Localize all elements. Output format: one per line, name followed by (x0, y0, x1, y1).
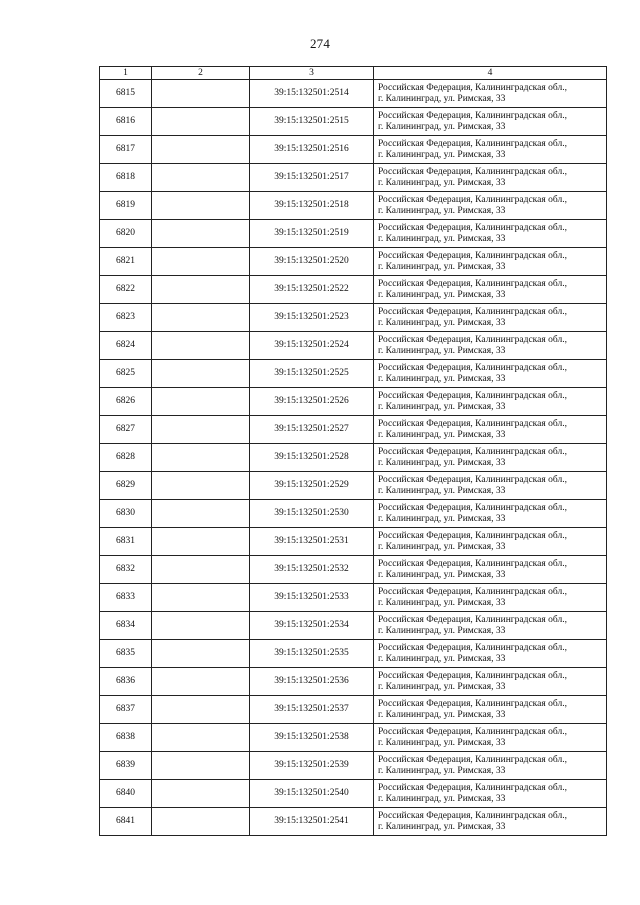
empty-cell (152, 248, 250, 276)
address-cell (374, 332, 607, 360)
address-line-1: Российская Федерация, Калининградская обл., (378, 642, 567, 653)
table-row (100, 276, 607, 304)
cadastral-number-cell: 39:15:132501:2529 (250, 472, 374, 500)
column-header-2: 2 (152, 67, 250, 80)
address-line-2: г. Калининград, ул. Римская, 33 (378, 177, 506, 188)
cadastral-number-cell: 39:15:132501:2537 (250, 696, 374, 724)
table-row (100, 808, 607, 836)
address-line-2: г. Калининград, ул. Римская, 33 (378, 765, 506, 776)
cadastral-number-cell: 39:15:132501:2517 (250, 164, 374, 192)
table-row (100, 724, 607, 752)
cadastral-number-cell: 39:15:132501:2536 (250, 668, 374, 696)
row-number-cell: 6833 (100, 584, 152, 612)
address-cell (374, 136, 607, 164)
address-cell (374, 248, 607, 276)
address-line-1: Российская Федерация, Калининградская обл., (378, 558, 567, 569)
address-line-1: Российская Федерация, Калининградская обл., (378, 418, 567, 429)
page-number: 274 (309, 36, 331, 51)
table-row (100, 780, 607, 808)
address-cell (374, 752, 607, 780)
address-cell (374, 192, 607, 220)
table-row (100, 332, 607, 360)
address-line-2: г. Калининград, ул. Римская, 33 (378, 373, 506, 384)
empty-cell (152, 332, 250, 360)
address-cell (374, 220, 607, 248)
empty-cell (152, 360, 250, 388)
address-line-1: Российская Федерация, Калининградская обл., (378, 754, 567, 765)
cadastral-number-cell: 39:15:132501:2540 (250, 780, 374, 808)
table-row (100, 472, 607, 500)
empty-cell (152, 640, 250, 668)
address-line-1: Российская Федерация, Калининградская обл., (378, 250, 567, 261)
cadastral-number-cell: 39:15:132501:2528 (250, 444, 374, 472)
row-number-cell: 6841 (100, 808, 152, 836)
address-line-1: Российская Федерация, Калининградская обл., (378, 110, 567, 121)
address-line-2: г. Калининград, ул. Римская, 33 (378, 569, 506, 580)
empty-cell (152, 612, 250, 640)
empty-cell (152, 136, 250, 164)
address-cell (374, 80, 607, 108)
address-line-1: Российская Федерация, Калининградская обл., (378, 446, 567, 457)
empty-cell (152, 444, 250, 472)
address-line-1: Российская Федерация, Калининградская обл., (378, 586, 567, 597)
empty-cell (152, 220, 250, 248)
row-number-cell: 6838 (100, 724, 152, 752)
table-row (100, 668, 607, 696)
empty-cell (152, 584, 250, 612)
empty-cell (152, 556, 250, 584)
address-line-1: Российская Федерация, Калининградская обл., (378, 138, 567, 149)
table-row (100, 388, 607, 416)
column-header-1: 1 (100, 67, 152, 80)
address-cell (374, 584, 607, 612)
row-number-cell: 6820 (100, 220, 152, 248)
table-row (100, 500, 607, 528)
address-cell (374, 668, 607, 696)
empty-cell (152, 500, 250, 528)
address-line-1: Российская Федерация, Калининградская обл., (378, 362, 567, 373)
cadastral-number-cell: 39:15:132501:2522 (250, 276, 374, 304)
address-cell (374, 808, 607, 836)
row-number-cell: 6836 (100, 668, 152, 696)
address-line-2: г. Калининград, ул. Римская, 33 (378, 261, 506, 272)
address-cell (374, 108, 607, 136)
address-line-1: Российская Федерация, Калининградская обл., (378, 166, 567, 177)
address-line-2: г. Калининград, ул. Римская, 33 (378, 821, 506, 832)
cadastral-number-cell: 39:15:132501:2532 (250, 556, 374, 584)
address-line-2: г. Калининград, ул. Римская, 33 (378, 457, 506, 468)
table-row (100, 696, 607, 724)
empty-cell (152, 164, 250, 192)
cadastral-number-cell: 39:15:132501:2534 (250, 612, 374, 640)
empty-cell (152, 192, 250, 220)
row-number-cell: 6840 (100, 780, 152, 808)
empty-cell (152, 416, 250, 444)
empty-cell (152, 472, 250, 500)
address-cell (374, 472, 607, 500)
row-number-cell: 6837 (100, 696, 152, 724)
address-line-2: г. Калининград, ул. Римская, 33 (378, 737, 506, 748)
empty-cell (152, 696, 250, 724)
address-line-1: Российская Федерация, Калининградская обл., (378, 194, 567, 205)
row-number-cell: 6817 (100, 136, 152, 164)
address-line-2: г. Калининград, ул. Римская, 33 (378, 317, 506, 328)
row-number-cell: 6824 (100, 332, 152, 360)
address-line-1: Российская Федерация, Калининградская обл., (378, 530, 567, 541)
empty-cell (152, 528, 250, 556)
address-line-1: Российская Федерация, Калининградская обл., (378, 306, 567, 317)
cadastral-number-cell: 39:15:132501:2524 (250, 332, 374, 360)
cadastral-number-cell: 39:15:132501:2520 (250, 248, 374, 276)
row-number-cell: 6834 (100, 612, 152, 640)
table-body (100, 80, 607, 836)
empty-cell (152, 724, 250, 752)
address-line-2: г. Калининград, ул. Римская, 33 (378, 485, 506, 496)
table-row (100, 584, 607, 612)
address-cell (374, 444, 607, 472)
address-cell (374, 416, 607, 444)
cadastral-number-cell: 39:15:132501:2515 (250, 108, 374, 136)
row-number-cell: 6822 (100, 276, 152, 304)
empty-cell (152, 276, 250, 304)
address-line-2: г. Калининград, ул. Римская, 33 (378, 345, 506, 356)
table-row (100, 416, 607, 444)
address-cell (374, 500, 607, 528)
address-line-2: г. Калининград, ул. Римская, 33 (378, 597, 506, 608)
table-row (100, 556, 607, 584)
table-row (100, 108, 607, 136)
address-cell (374, 780, 607, 808)
address-line-2: г. Калининград, ул. Римская, 33 (378, 793, 506, 804)
address-line-2: г. Калининград, ул. Римская, 33 (378, 121, 506, 132)
address-line-2: г. Калининград, ул. Римская, 33 (378, 513, 506, 524)
row-number-cell: 6816 (100, 108, 152, 136)
cadastral-number-cell: 39:15:132501:2514 (250, 80, 374, 108)
row-number-cell: 6819 (100, 192, 152, 220)
table-header-row (100, 67, 607, 80)
address-cell (374, 164, 607, 192)
address-line-2: г. Калининград, ул. Римская, 33 (378, 401, 506, 412)
cadastral-number-cell: 39:15:132501:2531 (250, 528, 374, 556)
row-number-cell: 6825 (100, 360, 152, 388)
cadastral-number-cell: 39:15:132501:2519 (250, 220, 374, 248)
row-number-cell: 6831 (100, 528, 152, 556)
table-row (100, 528, 607, 556)
address-line-1: Российская Федерация, Калининградская обл., (378, 502, 567, 513)
address-line-2: г. Калининград, ул. Римская, 33 (378, 289, 506, 300)
address-line-2: г. Калининград, ул. Римская, 33 (378, 149, 506, 160)
address-cell (374, 696, 607, 724)
cadastral-number-cell: 39:15:132501:2525 (250, 360, 374, 388)
row-number-cell: 6823 (100, 304, 152, 332)
address-line-1: Российская Федерация, Калининградская обл., (378, 698, 567, 709)
table-row (100, 360, 607, 388)
row-number-cell: 6839 (100, 752, 152, 780)
table-row (100, 444, 607, 472)
table-row (100, 752, 607, 780)
empty-cell (152, 304, 250, 332)
row-number-cell: 6835 (100, 640, 152, 668)
address-line-1: Российская Федерация, Калининградская обл., (378, 670, 567, 681)
cadastral-number-cell: 39:15:132501:2523 (250, 304, 374, 332)
address-line-1: Российская Федерация, Калининградская обл., (378, 726, 567, 737)
row-number-cell: 6828 (100, 444, 152, 472)
row-number-cell: 6826 (100, 388, 152, 416)
address-line-2: г. Калининград, ул. Римская, 33 (378, 429, 506, 440)
address-cell (374, 640, 607, 668)
address-line-1: Российская Федерация, Калининградская обл., (378, 614, 567, 625)
cadastral-number-cell: 39:15:132501:2516 (250, 136, 374, 164)
column-header-4: 4 (374, 67, 607, 80)
table-row (100, 640, 607, 668)
table-row (100, 192, 607, 220)
empty-cell (152, 80, 250, 108)
address-cell (374, 724, 607, 752)
address-cell (374, 528, 607, 556)
address-line-1: Российская Федерация, Калининградская обл., (378, 390, 567, 401)
cadastral-number-cell: 39:15:132501:2530 (250, 500, 374, 528)
row-number-cell: 6830 (100, 500, 152, 528)
table-row (100, 220, 607, 248)
address-cell (374, 556, 607, 584)
address-line-1: Российская Федерация, Калининградская обл., (378, 810, 567, 821)
empty-cell (152, 808, 250, 836)
address-cell (374, 388, 607, 416)
address-line-2: г. Калининград, ул. Римская, 33 (378, 541, 506, 552)
address-line-1: Российская Федерация, Калининградская обл., (378, 278, 567, 289)
cadastral-number-cell: 39:15:132501:2527 (250, 416, 374, 444)
address-line-2: г. Калининград, ул. Римская, 33 (378, 653, 506, 664)
empty-cell (152, 780, 250, 808)
cadastral-number-cell: 39:15:132501:2526 (250, 388, 374, 416)
address-line-1: Российская Федерация, Калининградская обл., (378, 82, 567, 93)
table-row (100, 248, 607, 276)
table-row (100, 612, 607, 640)
row-number-cell: 6829 (100, 472, 152, 500)
row-number-cell: 6815 (100, 80, 152, 108)
cadastral-number-cell: 39:15:132501:2535 (250, 640, 374, 668)
address-line-2: г. Калининград, ул. Римская, 33 (378, 625, 506, 636)
cadastral-number-cell: 39:15:132501:2533 (250, 584, 374, 612)
cadastral-number-cell: 39:15:132501:2538 (250, 724, 374, 752)
address-cell (374, 304, 607, 332)
cadastral-table (99, 66, 607, 836)
cadastral-number-cell: 39:15:132501:2518 (250, 192, 374, 220)
row-number-cell: 6818 (100, 164, 152, 192)
address-line-1: Российская Федерация, Калининградская обл., (378, 782, 567, 793)
address-line-2: г. Калининград, ул. Римская, 33 (378, 233, 506, 244)
address-line-2: г. Калининград, ул. Римская, 33 (378, 93, 506, 104)
address-line-1: Российская Федерация, Калининградская обл., (378, 474, 567, 485)
address-cell (374, 276, 607, 304)
empty-cell (152, 388, 250, 416)
empty-cell (152, 108, 250, 136)
address-line-1: Российская Федерация, Калининградская обл., (378, 222, 567, 233)
address-line-1: Российская Федерация, Калининградская обл., (378, 334, 567, 345)
table-row (100, 136, 607, 164)
address-cell (374, 612, 607, 640)
table-row (100, 80, 607, 108)
column-header-3: 3 (250, 67, 374, 80)
address-cell (374, 360, 607, 388)
address-line-2: г. Калининград, ул. Римская, 33 (378, 205, 506, 216)
cadastral-number-cell: 39:15:132501:2541 (250, 808, 374, 836)
table-row (100, 164, 607, 192)
row-number-cell: 6827 (100, 416, 152, 444)
address-line-2: г. Калининград, ул. Римская, 33 (378, 709, 506, 720)
cadastral-number-cell: 39:15:132501:2539 (250, 752, 374, 780)
empty-cell (152, 752, 250, 780)
row-number-cell: 6832 (100, 556, 152, 584)
address-line-2: г. Калининград, ул. Римская, 33 (378, 681, 506, 692)
row-number-cell: 6821 (100, 248, 152, 276)
table-row (100, 304, 607, 332)
empty-cell (152, 668, 250, 696)
